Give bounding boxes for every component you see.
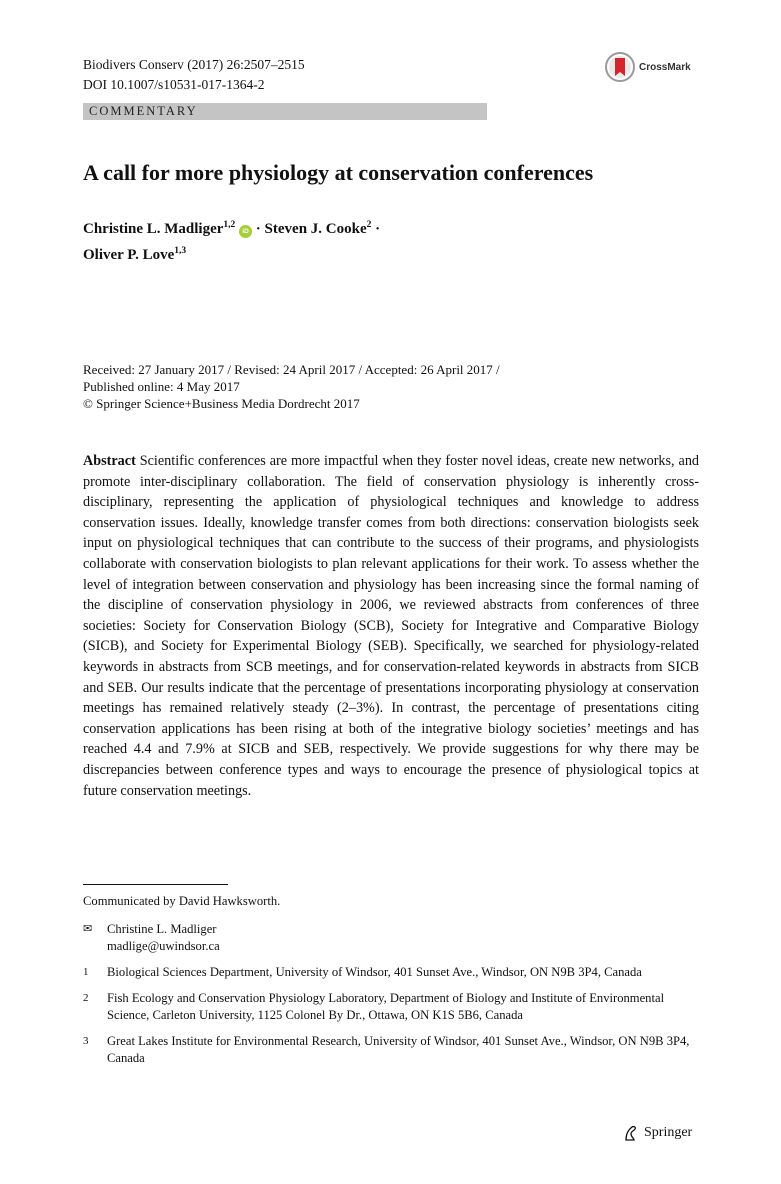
correspondence-email[interactable]: madlige@uwindsor.ca	[107, 939, 220, 953]
crossmark-badge[interactable]	[605, 52, 691, 82]
affiliation-number: 3	[83, 1035, 89, 1047]
dates-line: Received: 27 January 2017 / Revised: 24 April 2017 / Accepted: 26 April 2017 /	[83, 362, 500, 377]
affiliation-text: Biological Sciences Department, University of Windsor, 401 Sunset Ave., Windsor, ON N9B 3P4, Canada	[107, 965, 642, 979]
doi-line: DOI 10.1007/s10531-017-1364-2	[83, 77, 265, 92]
author-affiliation: 1,3	[174, 246, 187, 256]
abstract	[83, 451, 699, 801]
correspondence-name: Christine L. Madliger	[107, 922, 217, 936]
publisher-logo	[622, 1124, 692, 1142]
crossmark-label: CrossMark	[639, 61, 691, 73]
author-name[interactable]: Christine L. Madliger	[83, 221, 224, 237]
publisher-name: Springer	[644, 1125, 693, 1140]
section-label: COMMENTARY	[83, 103, 487, 120]
abstract-text: Scientific conferences are more impactful when they foster novel ideas, create new networks, and promote inter-disciplinary collaboration. The field of conservation physiology is inherently cross-disciplinary, representing the application of physiological techniques and knowledge to address conservation issues. Ideally, knowledge transfer comes from both directions: conservation biologists seek input on physiological techniques that can contribute to the success of their programs, and physiologists collaborate with conservation biologists to plan relevant applications for their work. To assess whether the level of integration between conservation and physiology has been increasing since the formal naming of the discipline of conservation physiology in 2006, we reviewed abstracts from conferences of three societies: Society for Conservation Biology (SCB), Society for Integrative and Comparative Biology (SICB), and Society for Experimental Biology (SEB). Specifically, we searched for physiology-related keywords in abstracts from SCB meetings, and for conservation-related keywords in abstracts from SICB and SEB. Our results indicate that the percentage of presentations incorporating physiology at conservation meetings has remained relatively steady (2–3%). In contrast, the percentage of presentations citing conservation applications has been rising at both of the integrative biology societies’ meetings and has reached 4.4 and 7.9% at SICB and SEB, respectively. We provide suggestions for why there may be discrepancies between conference types and ways to encourage the presence of physiological topics at future conservation meetings.	[83, 453, 700, 799]
affiliation-text: Fish Ecology and Conservation Physiology Laboratory, Department of Biology and Institute of Environmental Science, Carleton University, 1125 Colonel By Dr., Ottawa, ON K1S 5B6, Canada	[107, 991, 665, 1022]
affiliation-text: Great Lakes Institute for Environmental Research, University of Windsor, 401 Sunset Ave., Windsor, ON N9B 3P4, Canada	[107, 1034, 690, 1065]
envelope-icon: ✉	[83, 923, 93, 935]
springer-horse-icon	[622, 1124, 640, 1142]
author-separator: ·	[255, 221, 261, 237]
author-list	[83, 214, 380, 266]
affiliation-number: 1	[83, 966, 89, 978]
author-affiliation: 2	[366, 220, 372, 230]
abstract-label: Abstract	[83, 453, 136, 469]
footnotes	[83, 893, 699, 1076]
copyright-line: © Springer Science+Business Media Dordrecht 2017	[83, 396, 360, 411]
author-affiliation: 1,2	[223, 220, 236, 230]
correspondence	[83, 921, 699, 955]
journal-line: Biodivers Conserv (2017) 26:2507–2515	[83, 57, 305, 72]
published-line: Published online: 4 May 2017	[83, 379, 240, 394]
author-name[interactable]: Oliver P. Love	[83, 247, 175, 263]
affiliation-item	[83, 964, 699, 981]
author-name[interactable]: Steven J. Cooke	[264, 221, 367, 237]
affiliation-item	[83, 990, 699, 1024]
article-title: A call for more physiology at conservation conferences	[83, 160, 594, 185]
affiliation-number: 2	[83, 992, 89, 1004]
journal-citation	[83, 55, 305, 95]
footnote-divider	[83, 884, 228, 885]
crossmark-icon	[605, 52, 635, 82]
author-separator: ·	[375, 221, 381, 237]
affiliation-item	[83, 1033, 699, 1067]
orcid-icon[interactable]: iD	[239, 225, 252, 238]
article-history	[83, 361, 500, 412]
communicated-by: Communicated by David Hawksworth.	[83, 894, 281, 908]
